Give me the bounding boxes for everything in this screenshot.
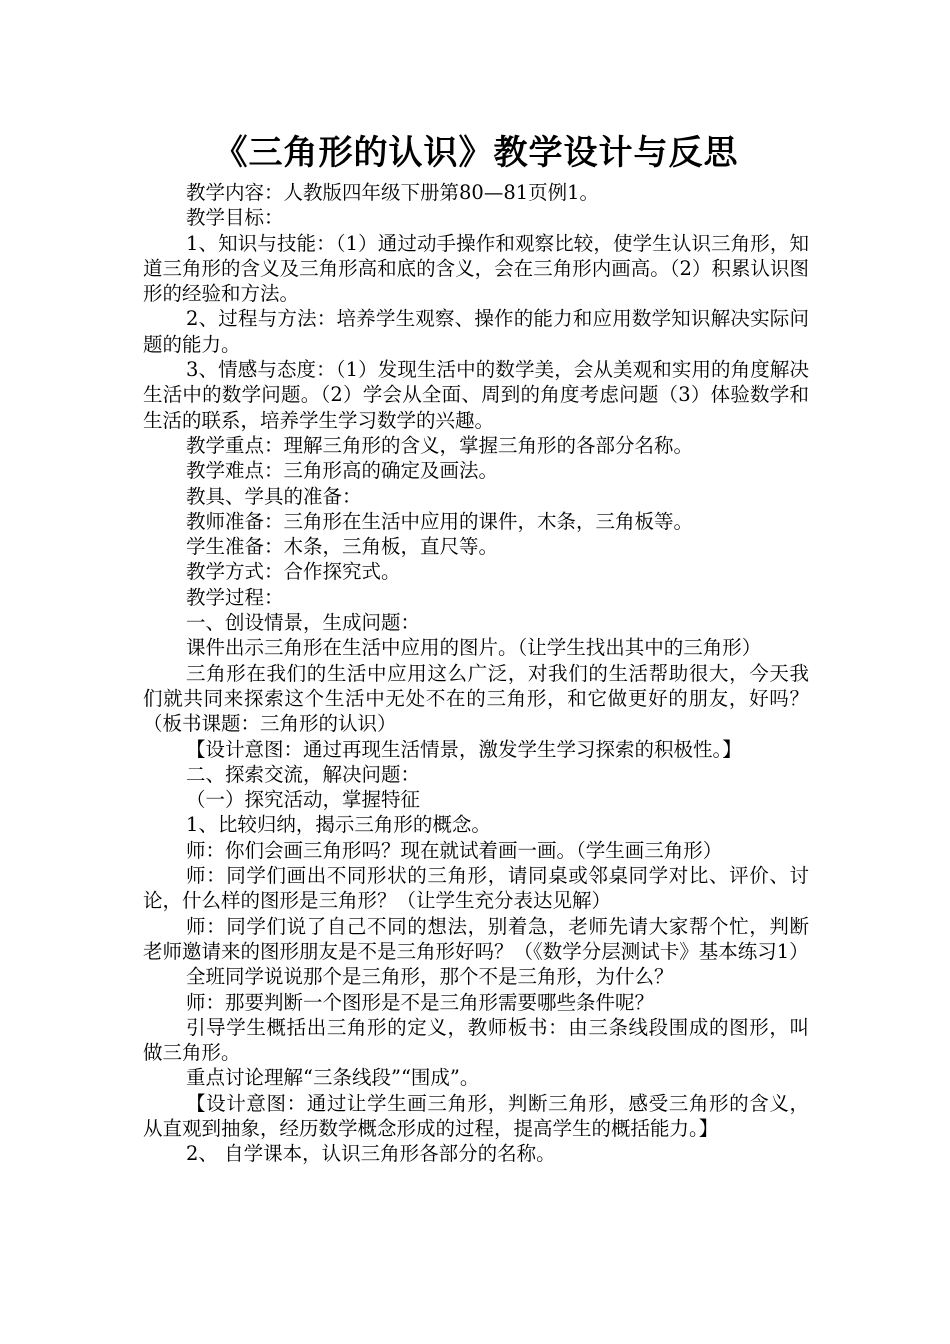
paragraph-step-one: 1、比较归纳，揭示三角形的概念。 — [186, 813, 491, 837]
paragraph-materials-heading: 教具、学具的准备： — [186, 484, 362, 508]
paragraph-teacher-materials: 教师准备：三角形在生活中应用的课件，木条，三角板等。 — [186, 509, 694, 533]
document-page — [143, 128, 809, 1167]
paragraph-process-heading: 教学过程： — [186, 585, 284, 609]
paragraph-courseware: 课件出示三角形在生活中应用的图片。（让学生找出其中的三角形） — [186, 636, 762, 660]
paragraph-section-one-heading: 一、创设情景，生成问题： — [186, 611, 421, 635]
paragraph-design-intent-1: 【设计意图：通过再现生活情景，激发学生学习探索的积极性。】 — [186, 737, 742, 761]
paragraph-teacher-conditions: 师：那要判断一个图形是不是三角形需要哪些条件呢？ — [186, 990, 655, 1014]
paragraph-goal-emotion: 3、情感与态度：（1）发现生活中的数学美，会从美观和实用的角度解决生活中的数学问题。（2）学会从全面、周到的角度考虑问题（3）体验数学和生活的联系，培养学生学习数学的兴趣。 — [143, 358, 809, 432]
paragraph-subsection-one-heading: （一）探究活动，掌握特征 — [186, 788, 421, 812]
document-title: 《三角形的认识》教学设计与反思 — [213, 133, 739, 173]
paragraph-class-discussion: 全班同学说说那个是三角形，那个不是三角形，为什么？ — [186, 965, 674, 989]
paragraph-key-discussion: 重点讨论理解“三条线段”“围成”。 — [186, 1066, 480, 1090]
paragraph-teacher-compare: 师：同学们画出不同形状的三角形，请同桌或邻桌同学对比、评价、讨论，什么样的图形是三角形？（让学生充分表达见解） — [143, 864, 809, 913]
paragraph-key-point: 教学重点：理解三角形的含义，掌握三角形的各部分名称。 — [186, 433, 694, 457]
paragraph-teacher-judge: 师：同学们说了自己不同的想法，别着急，老师先请大家帮个忙，判断老师邀请来的图形朋友是不是三角形好吗？（《数学分层测试卡》基本练习1） — [143, 914, 809, 963]
paragraph-introduction: 三角形在我们的生活中应用这么广泛，对我们的生活帮助很大，今天我们就共同来探索这个生活中无处不在的三角形，和它做更好的朋友，好吗？（板书课题：三角形的认识） — [143, 661, 809, 736]
paragraph-section-two-heading: 二、探索交流，解决问题： — [186, 762, 421, 786]
paragraph-definition: 引导学生概括出三角形的定义，教师板书：由三条线段围成的图形，叫做三角形。 — [143, 1015, 809, 1065]
paragraph-student-materials: 学生准备：木条，三角板，直尺等。 — [186, 535, 499, 559]
paragraph-goal-knowledge: 1、知识与技能：（1）通过动手操作和观察比较，使学生认识三角形，知道三角形的含义及三角形高和底的含义，会在三角形内画高。（2）积累认识图形的经验和方法。 — [143, 231, 809, 306]
paragraph-goal-process: 2、过程与方法：培养学生观察、操作的能力和应用数学知识解决实际问题的能力。 — [143, 307, 809, 356]
paragraph-teaching-goals-heading: 教学目标： — [186, 206, 284, 230]
paragraph-teacher-draw: 师：你们会画三角形吗？现在就试着画一画。（学生画三角形） — [186, 838, 723, 862]
paragraph-step-two: 2、 自学课本，认识三角形各部分的名称。 — [186, 1142, 556, 1166]
paragraph-teaching-method: 教学方式：合作探究式。 — [186, 560, 401, 584]
paragraph-difficulty: 教学难点：三角形高的确定及画法。 — [186, 459, 499, 483]
paragraph-teaching-content: 教学内容：人教版四年级下册第80—81页例1。 — [186, 181, 600, 204]
paragraph-design-intent-2: 【设计意图：通过让学生画三角形，判断三角形，感受三角形的含义，从直观到抽象，经历数学概念形成的过程，提高学生的概括能力。】 — [143, 1091, 809, 1140]
